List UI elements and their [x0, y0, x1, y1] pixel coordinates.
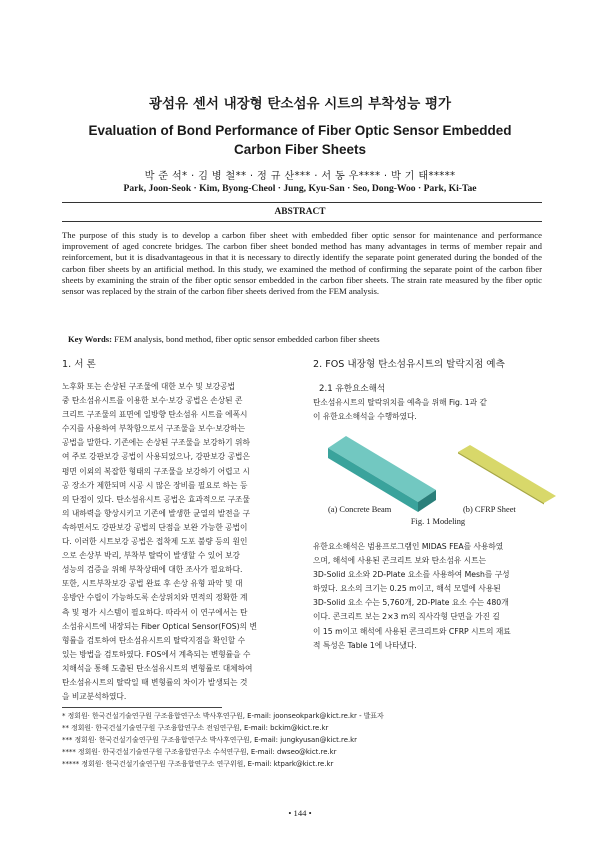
fig-caption-b: (b) CFRP Sheet	[463, 505, 516, 514]
section-1-heading: 1. 서 론	[62, 359, 96, 370]
body-line: 크리트 구조물의 표면에 일방향 탄소섬유 시트를 에폭시	[62, 410, 248, 420]
body-line: 하였다. 요소의 크기는 0.25 m이고, 해석 모델에 사용된	[313, 584, 501, 594]
footnotes	[62, 711, 552, 771]
body-line: 을 비교분석하였다.	[62, 692, 127, 702]
body-line: 적 특성은 Table 1에 나타냈다.	[313, 640, 417, 650]
footnote-line: * 정회원· 한국건설기술연구원 구조융합연구소 박사후연구원, E-mail: joonseokpark@kict.re.kr - 발표자	[62, 712, 384, 720]
fig-title: Fig. 1 Modeling	[410, 517, 466, 526]
body-line: 공 장소가 제한되며 시공 시 많은 장비를 필요로 하는 등	[62, 480, 248, 490]
body-line: 노후화 또는 손상된 구조물에 대한 보수 및 보강공법	[62, 382, 236, 391]
body-line: 으며, 해석에 사용된 콘크리트 보와 탄소섬유 시트는	[313, 556, 487, 566]
body-line: 으로 손상부 박리, 부착부 탈락이 발생할 수 있어 보강	[62, 551, 240, 561]
abstract-top-rule	[62, 202, 542, 203]
body-line: 탄소섬유시트의 탈락일 때 변형률의 차이가 발생되는 것	[62, 677, 248, 687]
body-line: 형률을 검토하여 탄소섬유시트의 탈락지점을 확인할 수	[62, 635, 246, 645]
body-line: 있는 방법을 검토하였다. FOS에서 계측되는 변형률을 수	[62, 649, 251, 659]
body-line: 또한, 시트부착보강 공법 완료 후 손상 유형 파악 및 대	[62, 579, 243, 589]
body-line: 공법을 말한다. 기존에는 손상된 구조물을 보강하기 위하	[62, 438, 250, 448]
footnote-rule	[62, 707, 222, 708]
keywords	[68, 334, 548, 344]
body-line: 이다. 콘크리트 보는 2×3 m의 직사각형 단면을 가진 길	[313, 612, 500, 622]
body-line: 성능의 검증을 위해 부착상태에 대한 조사가 필요하다.	[62, 565, 243, 575]
body-line: 중 탄소섬유시트를 이용한 보수·보강 공법은 손상된 콘	[62, 396, 243, 406]
abstract-body: The purpose of this study is to develop a carbon fiber sheet with embedded fiber optic sensor for maintenance and performance improvement of aged concrete bridges. The carbon fiber sheet bonded method has many advantages in terms of member repair and reinforcement, but it is disadvantageous in that it is necessary to directly identify the separate point generated during the bonded of the carbon fiber sheets by an artificial method. In this study, we examined the method of confirming the separate point of the carbon fiber sheets by examining the strain of the fiber optic sensor embedded in the carbon fiber sheets. The strain rate measured by the fiber optic sensor was replaced by the strain of the carbon fiber sheets derived from the FEM analysis.	[62, 230, 542, 297]
body-line: 이 15 m이고 해석에 사용된 콘크리트와 CFRP 시트의 재료	[313, 626, 511, 636]
fig-caption-a: (a) Concrete Beam	[328, 505, 392, 514]
body-line: 평면 이외의 복잡한 형태의 구조물을 보강하기 어렵고 시	[62, 466, 250, 476]
korean-title: 광섬유 센서 내장형 탄소섬유 시트의 부착성능 평가	[148, 96, 452, 112]
cfrp-sheet-model	[458, 445, 556, 505]
body-line: 3D-Solid 요소와 2D-Plate 요소를 사용하여 Mesh를 구성	[313, 570, 510, 580]
abstract-heading-rule	[62, 221, 542, 222]
body-line: 수지를 사용하여 부착함으로서 구조물을 보수·보강하는	[62, 424, 246, 434]
section-2-1-intro	[313, 396, 549, 424]
abstract-heading: ABSTRACT	[274, 207, 326, 217]
keywords-label: Key Words:	[68, 334, 113, 344]
authors-korean: 박 준 석* · 김 병 철** · 정 규 산*** · 서 동 우**** · 박 기 태*****	[144, 171, 456, 182]
page-number: • 144 •	[288, 808, 312, 818]
authors-english: Park, Joon-Seok · Kim, Byong-Cheol · Jung, Kyu-San · Seo, Dong-Woo · Park, Ki-Tae	[123, 183, 477, 194]
body-line: 측 및 평가 시스템이 필요하다. 따라서 이 연구에서는 탄	[62, 607, 248, 617]
body-line: 속하면서도 강판보강 공법의 단점을 보완 가능한 공법이	[62, 522, 248, 532]
body-line: 소섬유시트에 내장되는 Fiber Optical Sensor(FOS)의 변	[62, 621, 257, 631]
section-1-body	[62, 380, 286, 704]
section-2-1-body	[313, 540, 549, 653]
english-title-line-2: Carbon Fiber Sheets	[233, 142, 367, 157]
body-line: 다. 이러한 시트보강 공법은 접착제 도포 불량 등의 원인	[62, 537, 248, 547]
english-title	[40, 121, 560, 159]
footnote-line: ***** 정회원· 한국건설기술연구원 구조융합연구소 연구위원, E-mail: ktpark@kict.re.kr	[62, 759, 334, 768]
body-line: 의 내하력을 향상시키고 기존에 발생한 균열의 발전을 구	[62, 508, 250, 518]
english-title-line-1: Evaluation of Bond Performance of Fiber Optic Sensor Embedded	[88, 123, 512, 138]
body-line: 치해석을 통해 도출된 탄소섬유시트의 변형률로 대체하여	[62, 663, 253, 673]
body-line: 3D-Solid 요소 수는 5,760개, 2D-Plate 요소 수는 480개	[313, 598, 509, 608]
section-2-heading: 2. FOS 내장형 탄소섬유시트의 탈락지점 예측	[313, 359, 505, 370]
body-line: 탄소섬유시트의 탈락위치를 예측을 위해 Fig. 1과 같	[313, 398, 487, 407]
body-line: 유한요소해석은 범용프로그램인 MIDAS FEA를 사용하였	[313, 542, 504, 551]
body-line: 의 단점이 있다. 탄소섬유시트 공법은 효과적으로 구조물	[62, 494, 250, 504]
footnote-line: **** 정회원· 한국건설기술연구원 구조융합연구소 수석연구원, E-mail: dwseo@kict.re.kr	[62, 747, 337, 756]
footnote-line: *** 정회원· 한국건설기술연구원 구조융합연구소 박사후연구원, E-mail: jungkyusan@kict.re.kr	[62, 735, 357, 744]
body-line: 여 주로 강판보강 공법이 사용되었으나, 강판보강 공법은	[62, 452, 250, 462]
concrete-beam-model	[328, 436, 436, 512]
footnote-line: ** 정회원· 한국건설기술연구원 구조융합연구소 전임연구원, E-mail: bckim@kict.re.kr	[62, 723, 329, 732]
body-line: 응방안 수립이 가능하도록 손상위치와 면적의 정확한 계	[62, 593, 248, 603]
section-2-1-heading: 2.1 유한요소해석	[319, 384, 386, 394]
fig-1-modeling	[318, 430, 558, 530]
keywords-text: FEM analysis, bond method, fiber optic sensor embedded carbon fiber sheets	[114, 334, 380, 344]
body-line: 이 유한요소해석을 수행하였다.	[313, 412, 417, 422]
